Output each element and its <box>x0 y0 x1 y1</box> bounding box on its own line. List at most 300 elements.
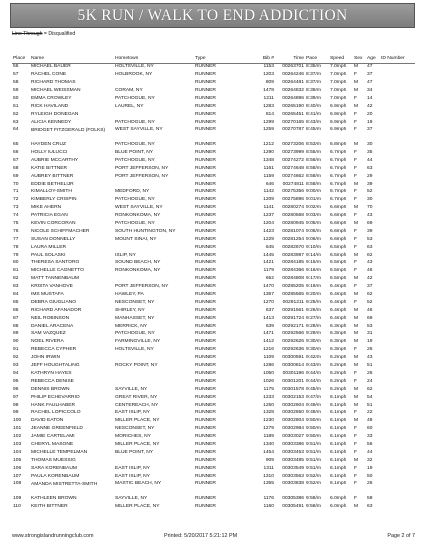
cell-sex: M <box>354 80 359 86</box>
table-row <box>12 276 415 284</box>
cell-age: 56 <box>367 441 373 447</box>
cell-bib: 639 <box>265 323 274 329</box>
cell-speed: 6.1mph <box>330 473 347 479</box>
cell-time: 00280274 <box>282 205 304 211</box>
cell-place: 56 <box>13 64 19 70</box>
cell-id-number <box>380 181 415 189</box>
cell-age: 35 <box>367 150 373 155</box>
cell-type: RUNNER <box>195 80 216 86</box>
cell-age: 43 <box>367 213 373 219</box>
cell-type: RUNNER <box>195 386 216 392</box>
cell-sex: F <box>354 165 357 171</box>
cell-bib: 1050 <box>263 370 274 376</box>
cell-hometown <box>114 244 194 252</box>
cell-sex: M <box>354 315 359 321</box>
cell-hometown <box>114 457 194 465</box>
cell-place: 85 <box>13 299 19 305</box>
cell-age: 19 <box>367 119 373 125</box>
cell-bib: 1026 <box>263 378 274 384</box>
table-row <box>12 103 415 111</box>
cell-place: 96 <box>13 386 19 392</box>
cell-place: 61 <box>13 103 19 109</box>
cell-sex: M <box>354 394 359 400</box>
cell-time: 00270787 <box>282 127 304 133</box>
cell-id-number <box>380 481 415 496</box>
cell-hometown: RONKONKOMA, NY <box>115 213 161 219</box>
cell-speed: 6.5mph <box>330 252 347 258</box>
cell-id-number <box>380 465 415 473</box>
cell-speed: 6.6mph <box>330 205 347 211</box>
cell-age: 29 <box>367 173 373 179</box>
cell-age: 51 <box>367 363 373 369</box>
cell-hometown: ROCKY POINT, NY <box>115 363 158 369</box>
column-header-time: Time <box>275 56 305 64</box>
page-number: Page 2 of 7 <box>387 533 415 539</box>
cell-id-number <box>380 103 415 111</box>
cell-name: ALICIA KENNEDY <box>31 119 72 125</box>
column-header-speed: Speed <box>329 56 353 64</box>
cell-time: 00303838 <box>282 480 304 486</box>
cell-age: 43 <box>367 260 373 266</box>
cell-place: 98 <box>13 402 19 408</box>
cell-bib: 1153 <box>263 64 274 70</box>
cell-age: 19 <box>367 339 373 345</box>
table-row <box>12 481 415 496</box>
cell-pace: 9:43/m <box>306 363 321 369</box>
cell-type: RUNNER <box>195 189 216 195</box>
cell-speed: 6.1mph <box>330 394 347 400</box>
table-row <box>12 111 415 119</box>
cell-sex: F <box>354 150 357 155</box>
cell-id-number <box>380 268 415 276</box>
cell-bib: 1142 <box>263 189 274 195</box>
cell-speed: 6.7mph <box>330 181 347 187</box>
column-header-place: Place <box>12 56 30 64</box>
cell-bib: 1270 <box>263 299 274 305</box>
cell-pace: 9:49/m <box>306 410 321 416</box>
cell-pace: 8:37/m <box>306 80 321 86</box>
cell-age: 44 <box>367 157 373 163</box>
cell-bib: 1209 <box>263 197 274 203</box>
cell-id-number <box>380 96 415 104</box>
cell-id-number <box>380 394 415 402</box>
cell-pace: 9:06/m <box>306 236 321 242</box>
cell-name: DEBRA GIUGLIANO <box>31 299 77 305</box>
cell-time: 00282670 <box>282 244 304 250</box>
cell-bib: 1229 <box>263 236 274 242</box>
cell-pace: 9:52/m <box>306 473 321 479</box>
cell-id-number <box>380 150 415 158</box>
cell-sex: F <box>354 197 357 203</box>
cell-id-number <box>380 165 415 173</box>
cell-bib: 1478 <box>263 88 274 94</box>
table-row <box>12 503 415 511</box>
cell-time: 00301196 <box>282 370 304 376</box>
cell-sex: F <box>354 410 357 416</box>
cell-time: 00305386 <box>282 495 304 501</box>
cell-id-number <box>380 189 415 197</box>
table-row <box>12 189 415 197</box>
cell-speed: 6.7mph <box>330 173 347 179</box>
cell-name: MICHAEL BAUER <box>31 64 71 70</box>
cell-type: RUNNER <box>195 370 216 376</box>
table-row <box>12 299 415 307</box>
cell-time: 00302804 <box>282 418 304 424</box>
cell-time: 00281254 <box>282 236 304 242</box>
cell-hometown <box>114 378 194 386</box>
cell-id-number <box>380 260 415 268</box>
cell-bib: 1348 <box>263 157 274 163</box>
cell-type: RUNNER <box>195 205 216 211</box>
cell-id-number <box>380 157 415 165</box>
table-row <box>12 323 415 331</box>
cell-speed: 6.7mph <box>330 197 347 203</box>
cell-place: 57 <box>13 72 19 78</box>
cell-hometown: SOUND BEACH, NY <box>115 260 161 266</box>
cell-age: 52 <box>367 299 373 305</box>
cell-pace: 9:50/m <box>306 418 321 424</box>
cell-pace: 9:45/m <box>306 386 321 392</box>
table-row <box>12 378 415 386</box>
cell-speed: 6.0mph <box>330 503 347 509</box>
cell-pace: 9:05/m <box>306 221 321 227</box>
cell-hometown: CORAM, NY <box>115 88 143 94</box>
table-row <box>12 72 415 80</box>
cell-place: 110 <box>13 503 21 509</box>
cell-bib: 814 <box>265 111 274 117</box>
cell-pace: 9:44/m <box>306 370 321 376</box>
cell-place: 78 <box>13 244 19 250</box>
cell-bib: 1445 <box>263 252 274 258</box>
cell-time: 00284808 <box>282 276 304 282</box>
cell-bib: 1237 <box>263 213 274 219</box>
cell-pace: 9:02/m <box>306 205 321 211</box>
column-header-name: Name <box>30 56 114 64</box>
cell-type: RUNNER <box>195 142 216 148</box>
cell-hometown: BLUE POINT, NY <box>115 150 154 155</box>
cell-speed: 6.9mph <box>330 103 347 109</box>
cell-age: 52 <box>367 189 373 195</box>
cell-time: 00292636 <box>282 347 304 353</box>
table-row <box>12 236 415 244</box>
cell-name: KRISTA VANHOVE <box>31 284 73 290</box>
cell-place: 108 <box>13 480 22 486</box>
cell-type: RUNNER <box>195 260 216 266</box>
cell-sex: F <box>354 157 357 163</box>
cell-sex: F <box>354 260 357 266</box>
table-row <box>12 394 415 402</box>
cell-id-number <box>380 252 415 260</box>
cell-pace: 8:40/m <box>306 103 321 109</box>
cell-name: JEANNE GREENFIELD <box>31 426 83 432</box>
cell-hometown: MASTIC BEACH, NY <box>115 480 162 486</box>
cell-pace: 9:49/m <box>306 402 321 408</box>
cell-time: 00273206 <box>282 142 304 148</box>
cell-place: 65 <box>13 142 19 148</box>
cell-time: 00302153 <box>282 394 304 400</box>
cell-id-number <box>380 315 415 323</box>
cell-place: 97 <box>13 394 19 400</box>
cell-place: 82 <box>13 276 19 282</box>
cell-name: DAVID EATON <box>31 418 64 424</box>
cell-name: THOMAS MUESSIG <box>31 457 76 463</box>
cell-age: 51 <box>367 402 373 408</box>
cell-hometown <box>114 355 194 363</box>
cell-hometown: EAST ISLIP, NY <box>115 473 150 479</box>
cell-id-number <box>380 441 415 449</box>
cell-sex: F <box>354 111 357 117</box>
cell-pace: 9:44/m <box>306 378 321 384</box>
legend <box>12 31 75 37</box>
cell-speed: 7.0mph <box>330 72 347 78</box>
cell-speed: 6.0mph <box>330 495 347 501</box>
cell-time: 00281074 <box>282 228 304 234</box>
cell-id-number <box>380 307 415 315</box>
cell-age: 34 <box>367 88 373 94</box>
cell-pace: 8:35/m <box>306 64 321 70</box>
cell-hometown: SAYVILLE, NY <box>115 386 148 392</box>
cell-age: 48 <box>367 418 373 424</box>
cell-bib: 1367 <box>263 292 274 298</box>
cell-sex: F <box>354 236 357 242</box>
cell-age: 33 <box>367 434 373 440</box>
cell-type: RUNNER <box>195 503 216 509</box>
cell-type: RUNNER <box>195 292 216 298</box>
cell-place: 69 <box>13 173 19 179</box>
printed-timestamp: Printed: 5/20/2017 5:21:12 PM <box>164 533 238 539</box>
cell-id-number <box>380 142 415 150</box>
cell-id-number <box>380 347 415 355</box>
cell-id-number <box>380 363 415 371</box>
cell-sex: F <box>354 119 357 125</box>
cell-type: RUNNER <box>195 173 216 179</box>
cell-hometown: BLUE POINT, NY <box>115 449 154 455</box>
cell-time: 00283987 <box>282 252 304 258</box>
cell-age: 69 <box>367 221 373 227</box>
cell-hometown: PATCHOGUE, NY <box>115 119 155 125</box>
cell-pace: 9:01/m <box>306 197 321 203</box>
cell-age: 53 <box>367 323 373 329</box>
cell-age: 39 <box>367 228 373 234</box>
cell-age: 70 <box>367 205 373 211</box>
cell-pace: 9:16/m <box>306 268 321 274</box>
cell-time: 00285565 <box>282 292 304 298</box>
cell-place: 105 <box>13 457 22 463</box>
cell-id-number <box>380 426 415 434</box>
cell-bib: 1310 <box>263 473 274 479</box>
table-row <box>12 127 415 142</box>
cell-id-number <box>380 72 415 80</box>
cell-id-number <box>380 244 415 252</box>
cell-place: 59 <box>13 88 19 94</box>
cell-hometown: FARMINGVILLE, NY <box>115 339 161 345</box>
table-row <box>12 473 415 481</box>
cell-pace: 9:25/m <box>306 299 321 305</box>
cell-hometown: PORT JEFFERSON, NY <box>115 173 169 179</box>
cell-sex: F <box>354 347 357 353</box>
cell-age: 22 <box>367 410 373 416</box>
cell-sex: F <box>354 378 357 384</box>
cell-sex: F <box>354 465 357 471</box>
cell-name: KIMALLOY-SMITH <box>31 189 72 195</box>
cell-bib: 1421 <box>263 260 274 266</box>
table-row <box>12 213 415 221</box>
cell-place: 79 <box>13 252 19 258</box>
cell-type: RUNNER <box>195 64 216 70</box>
cell-place: 62 <box>13 111 19 117</box>
table-row <box>12 181 415 189</box>
cell-name: KEVIN CORCORAN <box>31 221 76 227</box>
cell-type: RUNNER <box>195 197 216 203</box>
cell-speed: 6.5mph <box>330 260 347 266</box>
table-row <box>12 441 415 449</box>
cell-speed: 6.1mph <box>330 441 347 447</box>
cell-sex: F <box>354 480 357 486</box>
cell-name: IMS MUSTAFA <box>31 292 64 298</box>
cell-age: 60 <box>367 426 373 432</box>
table-row <box>12 426 415 434</box>
cell-sex: M <box>354 402 359 408</box>
cell-name: EDDIE BETHELIJR <box>31 181 74 187</box>
cell-bib: 1311 <box>263 465 274 471</box>
cell-time: 00265190 <box>282 103 304 109</box>
cell-hometown: PATCHOGUE, NY <box>115 331 155 337</box>
table-row <box>12 331 415 339</box>
column-header-type: Type <box>194 56 248 64</box>
cell-time: 00274648 <box>282 165 304 171</box>
cell-pace: 8:53/m <box>306 142 321 148</box>
cell-sex: M <box>354 457 359 463</box>
cell-name: NICOLE SCHIFFMACHER <box>31 228 90 234</box>
cell-time: 00270165 <box>282 119 304 125</box>
cell-bib: 1454 <box>263 449 274 455</box>
cell-type: RUNNER <box>195 363 216 369</box>
cell-speed: 6.1mph <box>330 402 347 408</box>
cell-sex: F <box>354 495 357 501</box>
cell-sex: M <box>354 181 359 187</box>
cell-hometown: MEDFORD, NY <box>115 189 150 195</box>
legend-strike-text: Line Through <box>12 31 43 37</box>
cell-pace: 9:17/m <box>306 276 321 282</box>
cell-age: 53 <box>367 236 373 242</box>
cell-age: 63 <box>367 165 373 171</box>
cell-hometown: NESCONSET, NY <box>115 299 155 305</box>
cell-place: 60 <box>13 96 19 102</box>
cell-hometown: SOUTH HUNTINGTON, NY <box>115 228 176 234</box>
cell-place: 58 <box>13 80 19 86</box>
cell-type: RUNNER <box>195 284 216 290</box>
cell-name: KATHLEEN BROWN <box>31 495 77 501</box>
cell-sex: F <box>354 449 357 455</box>
cell-id-number <box>380 64 415 72</box>
cell-type: RUNNER <box>195 181 216 187</box>
cell-time: 00301201 <box>282 378 304 384</box>
cell-hometown: PATCHOGUE, NY <box>115 221 155 227</box>
cell-id-number <box>380 495 415 503</box>
cell-id-number <box>380 284 415 292</box>
cell-speed: 6.2mph <box>330 386 347 392</box>
cell-place: 95 <box>13 378 19 384</box>
cell-name: DENNIS BROWN <box>31 386 70 392</box>
cell-speed: 7.0mph <box>330 96 347 102</box>
cell-time: 00303386 <box>282 441 304 447</box>
table-row <box>12 315 415 323</box>
cell-name: RICK HAVILAND <box>31 103 69 109</box>
cell-name: RICHARD THOMAS <box>31 80 76 86</box>
cell-id-number <box>380 88 415 96</box>
cell-place: 76 <box>13 228 19 234</box>
cell-bib: 1290 <box>263 150 274 155</box>
cell-age: 62 <box>367 252 373 258</box>
table-row <box>12 370 415 378</box>
table-row <box>12 165 415 173</box>
cell-pace: 9:19/m <box>306 284 321 290</box>
cell-name: REBECCA DENISE <box>31 378 74 384</box>
cell-sex: M <box>354 252 359 258</box>
cell-name: PHILIP ECHEVARRIO <box>31 394 80 400</box>
cell-place: 71 <box>13 189 19 195</box>
cell-name: MICHELLE CAGNETTO <box>31 268 84 274</box>
cell-id-number <box>380 119 415 127</box>
cell-speed: 6.6mph <box>330 236 347 242</box>
cell-age: 37 <box>367 72 373 78</box>
cell-bib: 1109 <box>263 355 274 361</box>
cell-pace: 9:51/m <box>306 441 321 447</box>
cell-type: RUNNER <box>195 402 216 408</box>
cell-speed: 6.7mph <box>330 150 347 155</box>
cell-name: AUBRIE MCCARTHY <box>31 157 79 163</box>
cell-id-number <box>380 402 415 410</box>
cell-speed: 6.3mph <box>330 331 347 337</box>
cell-hometown: HOLTSVILLE, NY <box>115 347 154 353</box>
results-table <box>12 56 415 511</box>
cell-pace: 8:37/m <box>306 72 321 78</box>
cell-bib: 1423 <box>263 228 274 234</box>
cell-age: 50 <box>367 473 373 479</box>
cell-age: 47 <box>367 80 373 86</box>
cell-hometown: PATCHOGUE, NY <box>115 197 155 203</box>
cell-name: MIKE AHERN <box>31 205 62 211</box>
cell-time: 00284366 <box>282 268 304 274</box>
column-header-id-number: ID Number <box>380 56 415 64</box>
page-title: 5K RUN / WALK TO END ADDICTION <box>77 6 348 24</box>
cell-bib: 645 <box>265 244 274 250</box>
cell-sex: M <box>354 331 359 337</box>
table-row <box>12 339 415 347</box>
cell-bib: 809 <box>265 80 274 86</box>
cell-sex: M <box>354 323 359 329</box>
cell-place: 77 <box>13 236 19 242</box>
cell-place: 109 <box>13 495 22 501</box>
cell-time: 00303563 <box>282 473 304 479</box>
cell-pace: 9:51/m <box>306 465 321 471</box>
cell-speed: 6.1mph <box>330 434 347 440</box>
cell-name: NOEL RIVERA <box>31 339 64 345</box>
cell-time: 00264832 <box>282 88 304 94</box>
cell-place: 103 <box>13 441 22 447</box>
cell-hometown: WEST SAYVILLE, NY <box>115 205 163 211</box>
cell-name: EMMA CROWLEY <box>31 96 72 102</box>
cell-type: RUNNER <box>195 111 216 117</box>
cell-name: PATRICIA EGAN <box>31 213 68 219</box>
table-row <box>12 307 415 315</box>
table-row <box>12 449 415 457</box>
cell-name: PAUL SOLASKI <box>31 252 66 258</box>
cell-place: 102 <box>13 434 22 440</box>
cell-name: HAYDEN CRUZ <box>31 142 66 148</box>
cell-age: 69 <box>367 315 373 321</box>
cell-age: 44 <box>367 449 373 455</box>
